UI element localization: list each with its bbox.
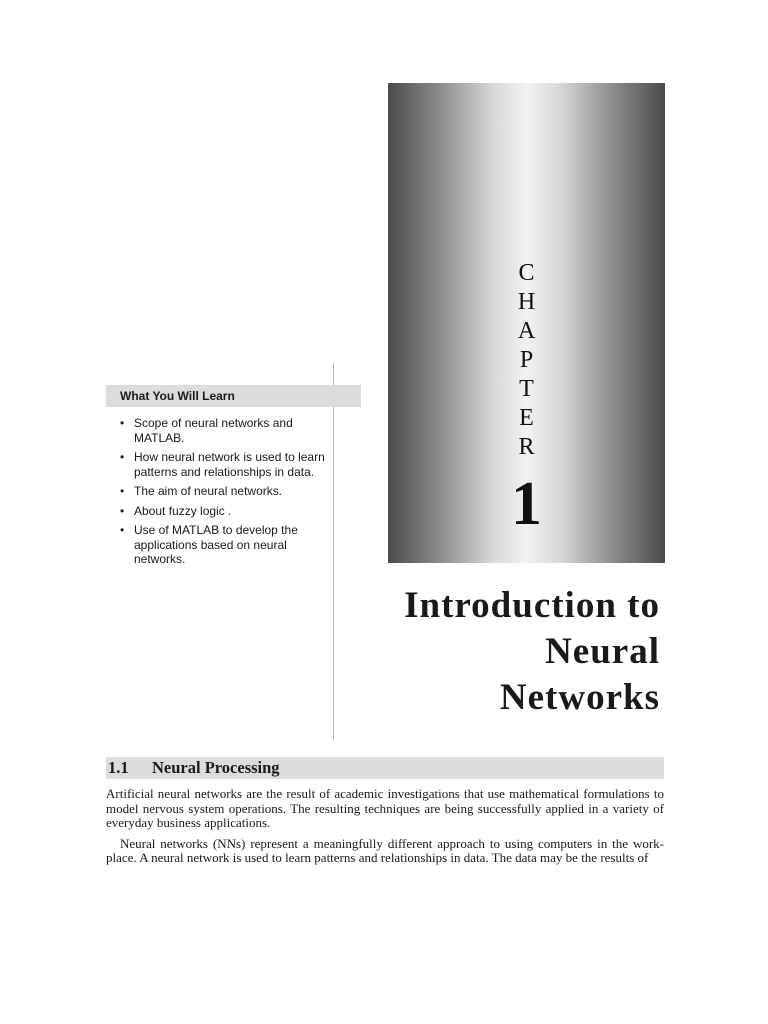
chapter-letter: E xyxy=(519,405,534,431)
list-item xyxy=(120,504,334,519)
section-title: Neural Processing xyxy=(152,758,280,777)
list-item-text: The aim of neural networks. xyxy=(134,484,283,498)
chapter-banner xyxy=(388,83,665,563)
chapter-title xyxy=(340,583,660,721)
list-item-text: About fuzzy logic . xyxy=(134,503,232,518)
list-item xyxy=(120,416,334,445)
chapter-letter: T xyxy=(519,376,534,402)
learning-objectives-header: What You Will Learn xyxy=(106,385,361,407)
section-heading-bar xyxy=(106,757,664,779)
chapter-number: 1 xyxy=(511,470,542,538)
learning-objectives-box xyxy=(106,385,361,572)
chapter-letter: A xyxy=(517,318,536,344)
list-item-text: How neural network is used to learn patterns and relationships in data. xyxy=(134,450,325,479)
chapter-letter: R xyxy=(518,434,535,460)
learning-objectives-list xyxy=(106,416,361,567)
section-number: 1.1 xyxy=(108,758,129,777)
chapter-label xyxy=(388,259,665,462)
section-heading xyxy=(108,757,280,779)
list-item-text: Use of MATLAB to develop the applications based on neural networks. xyxy=(134,523,298,566)
chapter-title-line: Neural xyxy=(545,631,660,672)
bullet-icon: • xyxy=(120,484,125,498)
bullet-icon: • xyxy=(120,503,125,518)
body-text xyxy=(106,787,664,872)
chapter-letter: C xyxy=(518,260,535,286)
chapter-title-line: Networks xyxy=(499,677,660,718)
paragraph: Neural networks (NNs) represent a meaningfully different approach to using computers in the work-place. A neural network is used to learn patterns and relationships in data. The data may be the results of xyxy=(106,835,664,866)
bullet-icon: • xyxy=(120,416,125,430)
list-item xyxy=(120,450,334,479)
chapter-title-line: Introduction to xyxy=(404,585,660,626)
chapter-letter: P xyxy=(519,347,534,373)
bullet-icon: • xyxy=(120,523,125,537)
chapter-letter: H xyxy=(517,289,536,315)
list-item xyxy=(120,523,334,567)
bullet-icon: • xyxy=(120,450,125,464)
list-item xyxy=(120,484,334,499)
list-item-text: Scope of neural networks and MATLAB. xyxy=(134,416,293,445)
paragraph: Artificial neural networks are the result of academic investigations that use mathematical formulations to model nervous system operations. The resulting techniques are being successfully applied in a variety of everyday business applications. xyxy=(106,786,664,831)
